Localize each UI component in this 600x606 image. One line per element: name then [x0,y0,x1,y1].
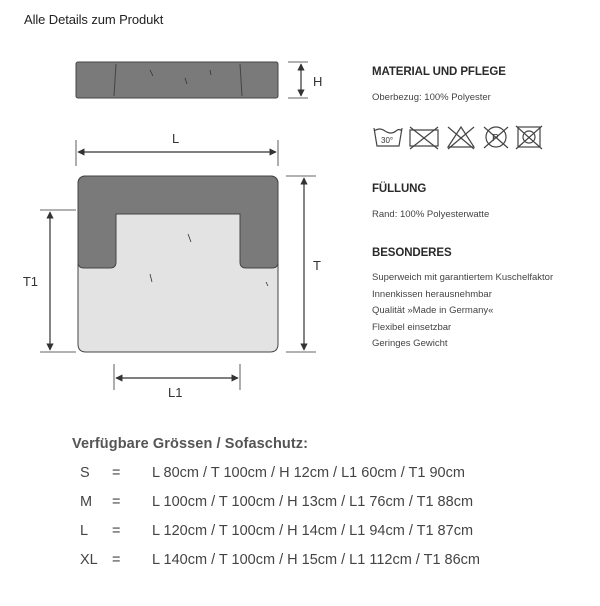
label-l: L [172,131,180,146]
list-item: Geringes Gewicht [372,338,448,349]
size-row-s [80,465,465,481]
care-icons [372,124,552,150]
size-label: S [80,465,90,481]
size-label: XL [80,552,98,568]
material-text: Oberbezug: 100% Polyester [372,92,491,103]
list-item: Innenkissen herausnehmbar [372,288,492,300]
size-equals: = [112,523,121,539]
label-t: T [313,258,321,273]
no-bleach-icon [410,127,438,149]
size-equals: = [112,552,121,568]
material-heading: MATERIAL UND PFLEGE [372,66,506,78]
size-equals: = [112,494,121,510]
size-label: L [80,523,89,539]
size-row-xl [80,552,480,568]
size-row-m [80,494,473,510]
no-tumble-dry-icon [484,127,508,148]
list-item: Qualität »Made in Germany« [372,305,494,316]
page-title: Alle Details zum Produkt [24,12,164,27]
size-spec: L 140cm / T 100cm / H 15cm / L1 112cm / T1 86cm [152,552,481,568]
svg-text:P: P [492,133,499,144]
size-spec: L 80cm / T 100cm / H 12cm / L1 60cm / T1 90cm [152,465,465,481]
list-item: Flexibel einsetzbar [372,321,452,333]
size-row-l [80,523,473,539]
side-view [76,62,308,98]
size-spec: L 120cm / T 100cm / H 14cm / L1 94cm / T1 87cm [152,523,474,539]
label-l1: L1 [168,385,183,400]
top-view [78,176,278,352]
filling-heading: FÜLLUNG [372,183,427,195]
size-label: M [80,494,93,510]
sizes-title: Verfügbare Grössen / Sofaschutz: [72,436,309,452]
label-h: H [313,74,323,89]
special-heading: BESONDERES [372,247,452,259]
special-list [372,272,553,355]
filling-text: Rand: 100% Polyesterwatte [372,209,490,220]
no-dry-icon [448,127,474,149]
list-item: Superweich mit garantiertem Kuschelfaktor [372,272,554,283]
dimension-t1 [40,210,76,352]
size-equals: = [112,465,121,481]
svg-text:30°: 30° [381,136,394,145]
sofa-protector-diagram [22,50,340,410]
no-iron-icon [516,126,542,149]
wash-30-icon [374,128,402,146]
size-spec: L 100cm / T 100cm / H 13cm / L1 76cm / T1 88cm [152,494,474,510]
label-t1: T1 [22,274,38,289]
dimension-t [286,176,316,352]
